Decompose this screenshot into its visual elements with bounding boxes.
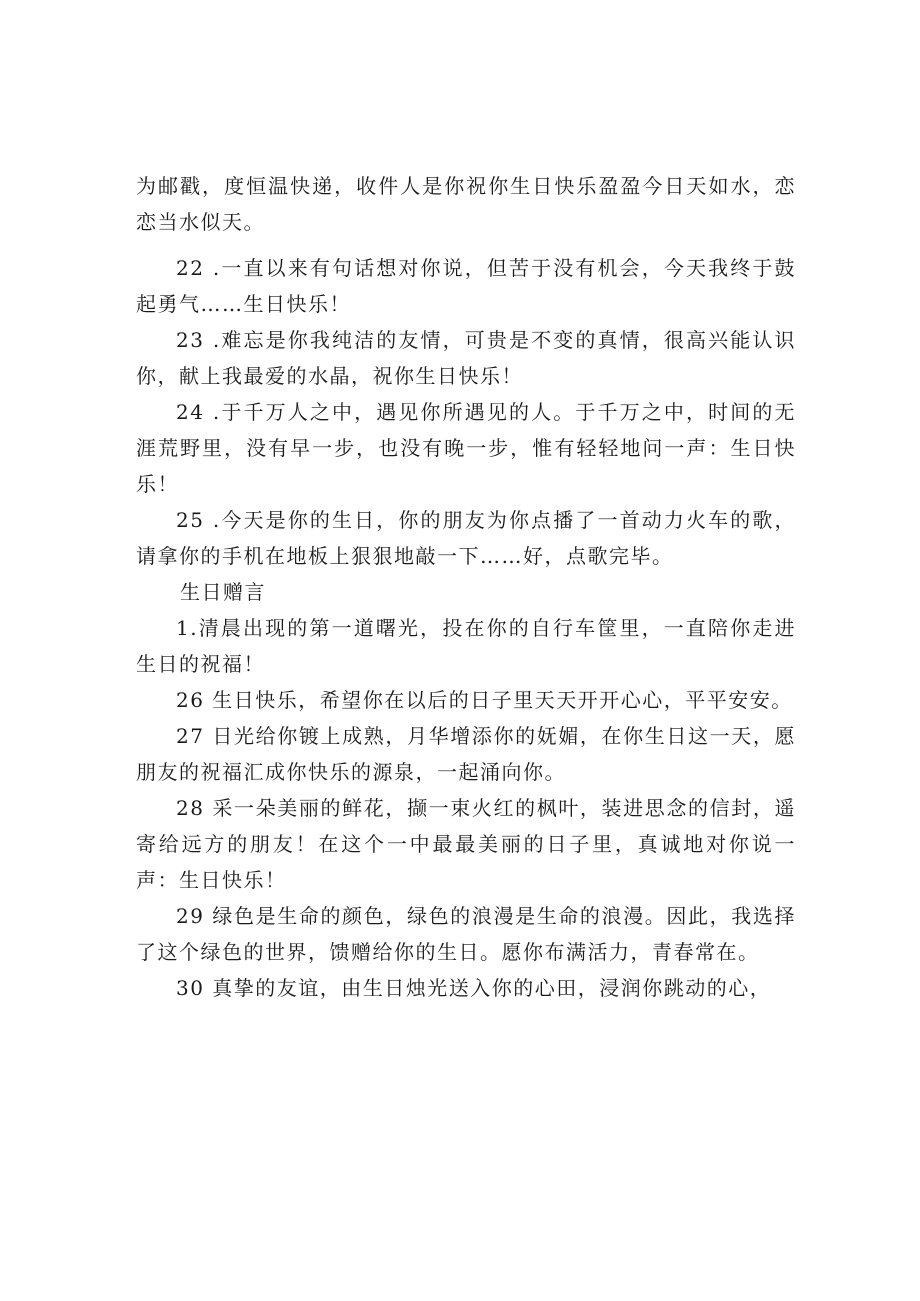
paragraph-1: 1.清晨出现的第一道曙光，投在你的自行车筐里，一直陪你走进生日的祝福！	[136, 616, 796, 676]
paragraph-26: 26 生日快乐，希望你在以后的日子里天天开开心心，平平安安。	[176, 688, 793, 712]
paragraph-30: 30 真挚的友谊，由生日烛光送入你的心田，浸润你跳动的心，	[176, 976, 772, 1000]
section-heading: 生日赠言	[180, 580, 266, 604]
paragraph-25: 25 .今天是你的生日，你的朋友为你点播了一首动力火车的歌，请拿你的手机在地板上狠狠地敲一下……好，点歌完毕。	[136, 508, 796, 568]
paragraph-27: 27 日光给你镀上成熟，月华增添你的妩媚，在你生日这一天，愿朋友的祝福汇成你快乐的源泉，一起涌向你。	[136, 724, 796, 784]
document-body	[136, 168, 796, 1006]
paragraph-23: 23 .难忘是你我纯洁的友情，可贵是不变的真情，很高兴能认识你，献上我最爱的水晶，祝你生日快乐！	[136, 328, 796, 388]
paragraph-29: 29 绿色是生命的颜色，绿色的浪漫是生命的浪漫。因此，我选择了这个绿色的世界，馈赠给你的生日。愿你布满活力，青春常在。	[136, 904, 796, 964]
paragraph-22: 22 .一直以来有句话想对你说，但苦于没有机会，今天我终于鼓起勇气……生日快乐！	[136, 256, 796, 316]
paragraph-28: 28 采一朵美丽的鲜花，撷一束火红的枫叶，装进思念的信封，遥寄给远方的朋友！在这个一中最最美丽的日子里，真诚地对你说一声：生日快乐！	[136, 796, 796, 892]
paragraph-24: 24 .于千万人之中，遇见你所遇见的人。于千万之中，时间的无涯荒野里，没有早一步，也没有晚一步，惟有轻轻地问一声：生日快乐！	[136, 400, 796, 496]
paragraph-continuation: 为邮戳，度恒温快递，收件人是你祝你生日快乐盈盈今日天如水，恋恋当水似天。	[136, 174, 796, 234]
